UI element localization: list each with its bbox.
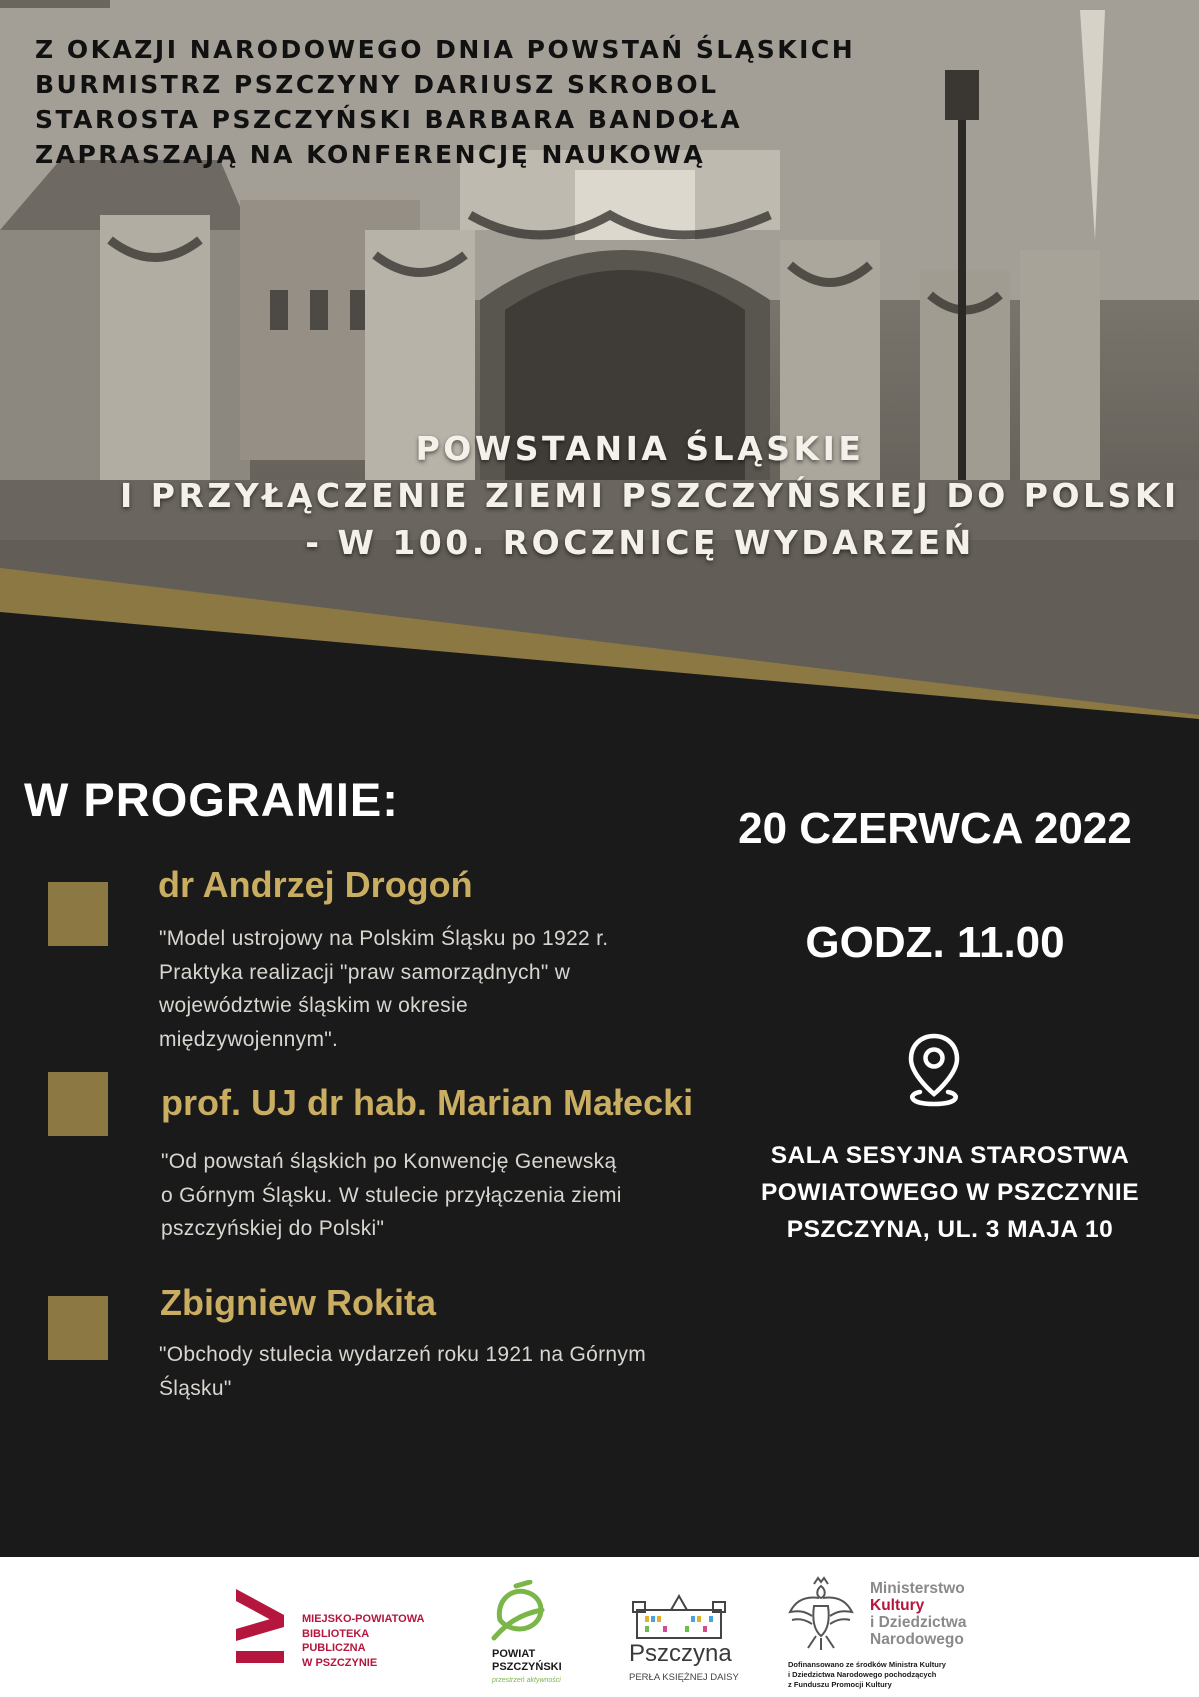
library-name-line: MIEJSKO-POWIATOWA	[302, 1613, 425, 1625]
powiat-logo-icon	[486, 1580, 556, 1646]
talk-title	[159, 922, 608, 1056]
talk-title	[159, 1338, 646, 1405]
powiat-name: POWIAT PSZCZYŃSKI	[492, 1648, 562, 1673]
pszczyna-castle-logo-icon	[631, 1592, 727, 1640]
speaker-name: prof. UJ dr hab. Marian Małecki	[161, 1082, 694, 1123]
event-venue	[720, 1137, 1180, 1248]
event-date: 20 CZERWCA 2022	[738, 804, 1132, 853]
library-logo-icon	[232, 1587, 288, 1667]
program-bullet	[48, 1072, 108, 1136]
funding-line: i Dziedzictwa Narodowego pochodzących	[788, 1670, 937, 1679]
library-name-line: BIBLIOTEKA	[302, 1627, 370, 1640]
pszczyna-tagline: PERŁA KSIĘŻNEJ DAISY	[629, 1672, 739, 1683]
program-heading: W PROGRAMIE:	[24, 773, 399, 826]
talk-line: Praktyka realizacji "praw samorządnych" w	[159, 960, 571, 984]
talk-line: "Model ustrojowy na Polskim Śląsku po 1922 r.	[159, 927, 609, 950]
invitation-line: STAROSTA PSZCZYŃSKI BARBARA BANDOŁA	[35, 105, 743, 134]
talk-line: "Obchody stulecia wydarzeń roku 1921 na Górnym	[159, 1343, 646, 1366]
talk-line: województwie śląskim w okresie	[159, 994, 468, 1017]
talk-line: międzywojennym".	[159, 1027, 339, 1051]
invitation-line: Z OKAZJI NARODOWEGO DNIA POWSTAŃ ŚLĄSKICH	[35, 35, 856, 64]
ministry-line: Ministerstwo	[870, 1580, 965, 1597]
funding-line: Dofinansowano ze środków Ministra Kultury	[788, 1660, 946, 1669]
invitation-line: ZAPRASZAJĄ NA KONFERENCJĘ NAUKOWĄ	[35, 140, 706, 169]
ministry-name	[870, 1580, 966, 1648]
talk-line: o Górnym Śląsku. W stulecie przyłączenia ziemi	[161, 1183, 622, 1207]
speaker-name: dr Andrzej Drogoń	[158, 864, 473, 905]
talk-line: "Od powstań śląskich po Konwencję Genewską	[161, 1150, 617, 1173]
library-name-line: W PSZCZYNIE	[302, 1656, 378, 1669]
pszczyna-name: Pszczyna	[629, 1640, 732, 1667]
invitation-line: BURMISTRZ PSZCZYNY DARIUSZ SKROBOL	[35, 70, 719, 99]
funding-line: z Funduszu Promocji Kultury	[788, 1680, 892, 1689]
program-bullet	[48, 1296, 108, 1360]
location-pin-icon	[902, 1032, 966, 1108]
venue-line: PSZCZYNA, UL. 3 MAJA 10	[786, 1216, 1114, 1243]
venue-line: SALA SESYJNA STAROSTWA	[770, 1142, 1130, 1169]
title-line: I PRZYŁĄCZENIE ZIEMI PSZCZYŃSKIEJ DO POLSKI	[120, 476, 1180, 515]
ministry-line: Narodowego	[870, 1631, 964, 1648]
ministry-line: i Dziedzictwa	[870, 1614, 967, 1631]
funding-note	[788, 1660, 946, 1690]
speaker-name: Zbigniew Rokita	[160, 1282, 437, 1323]
ministry-line: Kultury	[870, 1597, 925, 1614]
library-name-line: PUBLICZNA	[302, 1642, 366, 1654]
polish-eagle-emblem-icon	[786, 1576, 856, 1652]
talk-line: Śląsku"	[159, 1376, 232, 1400]
program-bullet	[48, 882, 108, 946]
title-line: POWSTANIA ŚLĄSKIE	[415, 429, 865, 468]
powiat-tagline: przestrzeń aktywności	[492, 1677, 561, 1684]
event-time: GODZ. 11.00	[805, 918, 1065, 967]
library-name	[302, 1612, 424, 1670]
talk-title	[161, 1145, 622, 1246]
title-line: - W 100. ROCZNICĘ WYDARZEŃ	[305, 523, 975, 562]
talk-line: pszczyńskiej do Polski"	[161, 1217, 385, 1240]
venue-line: POWIATOWEGO W PSZCZYNIE	[760, 1179, 1140, 1206]
partner-logos-footer	[0, 1557, 1199, 1697]
